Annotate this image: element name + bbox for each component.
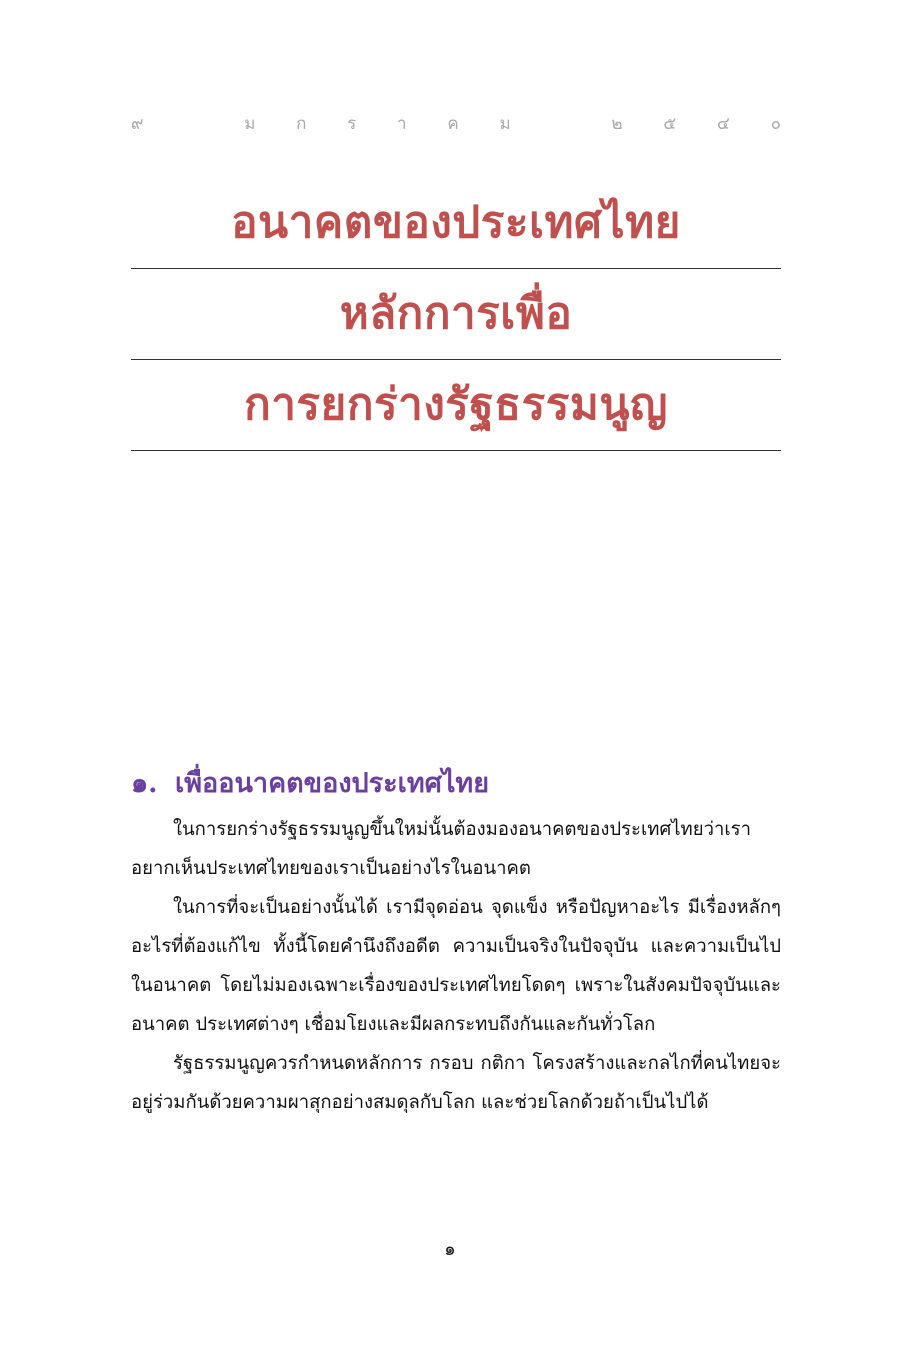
date-char: ก bbox=[296, 113, 307, 134]
section-title: เพื่ออนาคตของประเทศไทย bbox=[175, 768, 490, 799]
date-char: ๒ bbox=[611, 113, 623, 134]
paragraph: รัฐธรรมนูญควรกำหนดหลักการ กรอบ กติกา โครงสร้างและกลไกที่คนไทยจะอยู่ร่วมกันด้วยความผาสุกอย่างสมดุลกับโลก และช่วยโลกด้วยถ้าเป็นไปได้ bbox=[131, 1053, 781, 1113]
date-char: ม bbox=[499, 113, 511, 134]
date-header bbox=[131, 110, 781, 136]
paragraph: ในการที่จะเป็นอย่างนั้นได้ เรามีจุดอ่อน จุดแข็ง หรือปัญหาอะไร มีเรื่องหลักๆ อะไรที่ต้องแก้ไข ทั้งนี้โดยคำนึงถึงอดีต ความเป็นจริงในปัจจุบัน และความเป็นไปในอนาคต โดยไม่มองเฉพาะเรื่องของประเทศไทยโดดๆ เพราะในสังคมปัจจุบันและอนาคต ประเทศต่างๆ เชื่อมโยงและมีผลกระทบถึงกันและกันทั่วโลก bbox=[131, 897, 781, 1035]
title-line-1: อนาคตของประเทศไทย bbox=[231, 197, 681, 248]
date-char: า bbox=[397, 113, 407, 134]
date-char: ๕ bbox=[663, 113, 677, 134]
title-line-3: การยกร่างรัฐธรรมนูญ bbox=[244, 379, 668, 430]
section-body bbox=[131, 810, 781, 1122]
paragraph: ในการยกร่างรัฐธรรมนูญขึ้นใหม่นั้นต้องมองอนาคตของประเทศไทยว่าเราอยากเห็นประเทศไทยของเราเป็นอย่างไรในอนาคต bbox=[131, 819, 751, 879]
date-char: ร bbox=[347, 113, 357, 134]
date-char: ม bbox=[244, 113, 256, 134]
date-char: ๙ bbox=[131, 113, 144, 134]
date-char: ๐ bbox=[770, 113, 781, 134]
page-number: ๑ bbox=[444, 1239, 456, 1260]
title-divider bbox=[131, 450, 781, 451]
section-number: ๑. bbox=[131, 768, 158, 799]
date-char: ๔ bbox=[716, 113, 730, 134]
title-block bbox=[131, 178, 781, 451]
title-line-2: หลักการเพื่อ bbox=[339, 288, 573, 339]
date-char: ค bbox=[447, 113, 459, 134]
section-heading bbox=[131, 762, 781, 806]
